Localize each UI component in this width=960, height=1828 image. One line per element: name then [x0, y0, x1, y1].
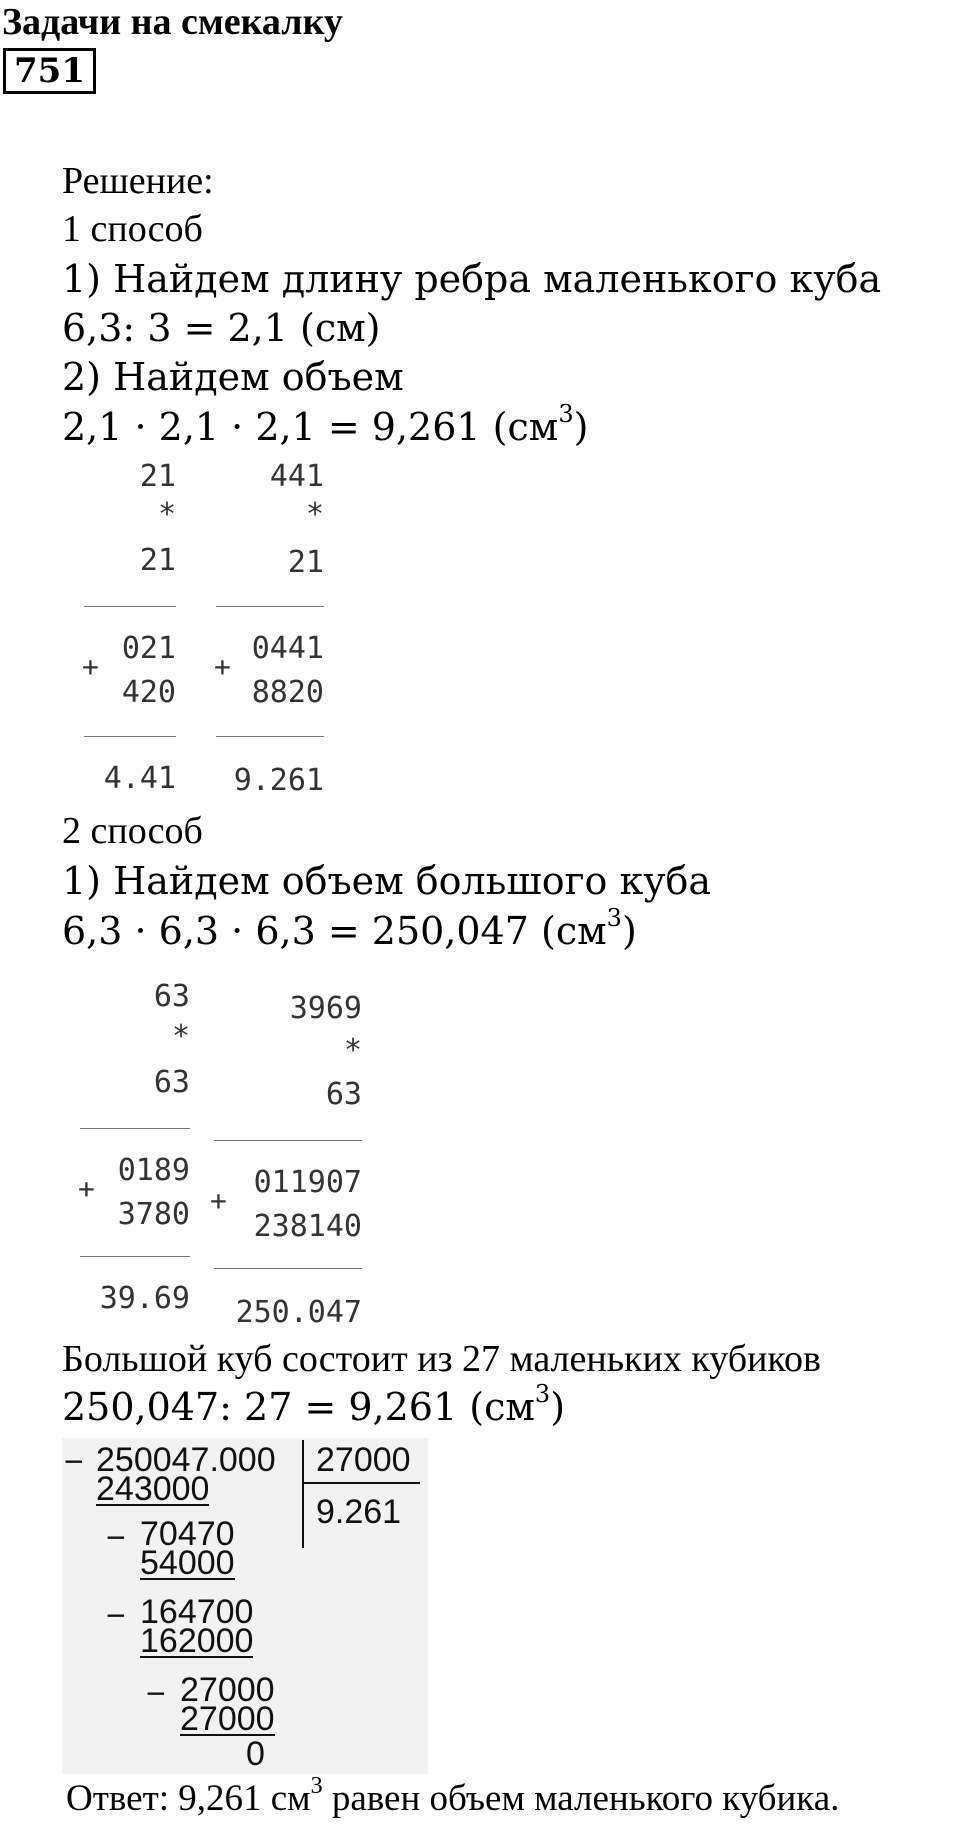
remainder-1: 70470: [140, 1515, 235, 1553]
partial-product-1: 0189: [117, 1153, 190, 1188]
minus-sign: −: [146, 1675, 166, 1713]
division-equation: 250,047: 27 = 9,261 $(см^3)$: [62, 1380, 566, 1429]
multiply-sign: *: [157, 497, 176, 532]
method-1-label: 1 способ: [62, 208, 203, 250]
multiply-sign: *: [171, 1019, 190, 1054]
multiplicand: 63: [153, 979, 190, 1014]
long-division-block: [62, 1438, 428, 1774]
product-result: 9.261: [233, 763, 324, 798]
section-heading: Задачи на смекалку: [2, 1, 343, 43]
note-text: Большой куб состоит из 27 маленьких кубиков: [62, 1338, 821, 1380]
multiply-sign: *: [305, 497, 324, 532]
divider-line: [84, 606, 176, 607]
step-2-text: 2) Найдем объем: [62, 355, 404, 399]
quotient: 9.261: [316, 1493, 402, 1531]
multiply-sign: *: [343, 1033, 362, 1068]
partial-product-2: 3780: [117, 1197, 190, 1232]
product-result: 39.69: [99, 1281, 190, 1316]
division-horizontal-bar: [302, 1482, 420, 1484]
partial-product-1: 0441: [251, 631, 324, 666]
multiplier: 63: [325, 1077, 362, 1112]
remainder-2: 164700: [140, 1593, 254, 1631]
multiplicand: 441: [269, 459, 324, 494]
subtrahend-4: 27000: [180, 1700, 275, 1738]
column-multiplication-3969x63: [210, 992, 362, 1332]
multiplier: 63: [153, 1065, 190, 1100]
plus-sign: +: [214, 650, 231, 683]
minus-sign: −: [106, 1597, 126, 1635]
partial-product-2: 420: [121, 675, 176, 710]
partial-product-2: 238140: [253, 1209, 362, 1244]
step-1-text: 1) Найдем длину ребра маленького куба: [62, 257, 882, 301]
edge-length-equation: 6,3: 3 = 2,1 (см): [62, 306, 381, 350]
divider-line: [80, 1256, 190, 1257]
column-multiplication-63x63: [78, 980, 190, 1320]
column-multiplication-21x21: [80, 460, 176, 800]
plus-sign: +: [82, 650, 99, 683]
step-3-text: 1) Найдем объем большого куба: [62, 859, 712, 903]
divider-line: [84, 736, 176, 737]
product-result: 250.047: [235, 1295, 362, 1330]
solution-label: Решение:: [62, 160, 214, 202]
partial-product-1: 021: [121, 631, 176, 666]
multiplicand: 3969: [289, 991, 362, 1026]
divider-line: [214, 1268, 362, 1269]
plus-sign: +: [78, 1172, 95, 1205]
partial-product-2: 8820: [251, 675, 324, 710]
remainder-3: 27000: [180, 1671, 275, 1709]
divisor: 27000: [316, 1441, 411, 1479]
plus-sign: +: [210, 1184, 227, 1217]
partial-product-1: 011907: [253, 1165, 362, 1200]
task-number-badge: 751: [3, 48, 96, 94]
dividend: 250047.000: [96, 1441, 276, 1479]
volume-equation-1: 2,1 · 2,1 · 2,1 = 9,261 $(см^3)$: [62, 400, 589, 449]
subtrahend-3: 162000: [140, 1622, 254, 1660]
answer-text: Ответ: 9,261 $см^3$ равен объем маленького кубика.: [66, 1772, 840, 1819]
minus-sign: −: [106, 1519, 126, 1557]
divider-line: [80, 1128, 190, 1129]
volume-equation-2: 6,3 · 6,3 · 6,3 = 250,047 $(см^3)$: [62, 904, 637, 953]
column-multiplication-441x21: [212, 460, 324, 800]
subtrahend-2: 54000: [140, 1544, 235, 1582]
multiplier: 21: [287, 545, 324, 580]
final-remainder: 0: [246, 1735, 265, 1773]
multiplicand: 21: [139, 459, 176, 494]
divider-line: [216, 736, 324, 737]
division-vertical-bar: [302, 1440, 304, 1548]
divider-line: [216, 606, 324, 607]
subtrahend-1: 243000: [96, 1470, 210, 1508]
multiplier: 21: [139, 543, 176, 578]
product-result: 4.41: [103, 761, 176, 796]
divider-line: [214, 1140, 362, 1141]
minus-sign: −: [64, 1443, 84, 1481]
method-2-label: 2 способ: [62, 810, 203, 852]
